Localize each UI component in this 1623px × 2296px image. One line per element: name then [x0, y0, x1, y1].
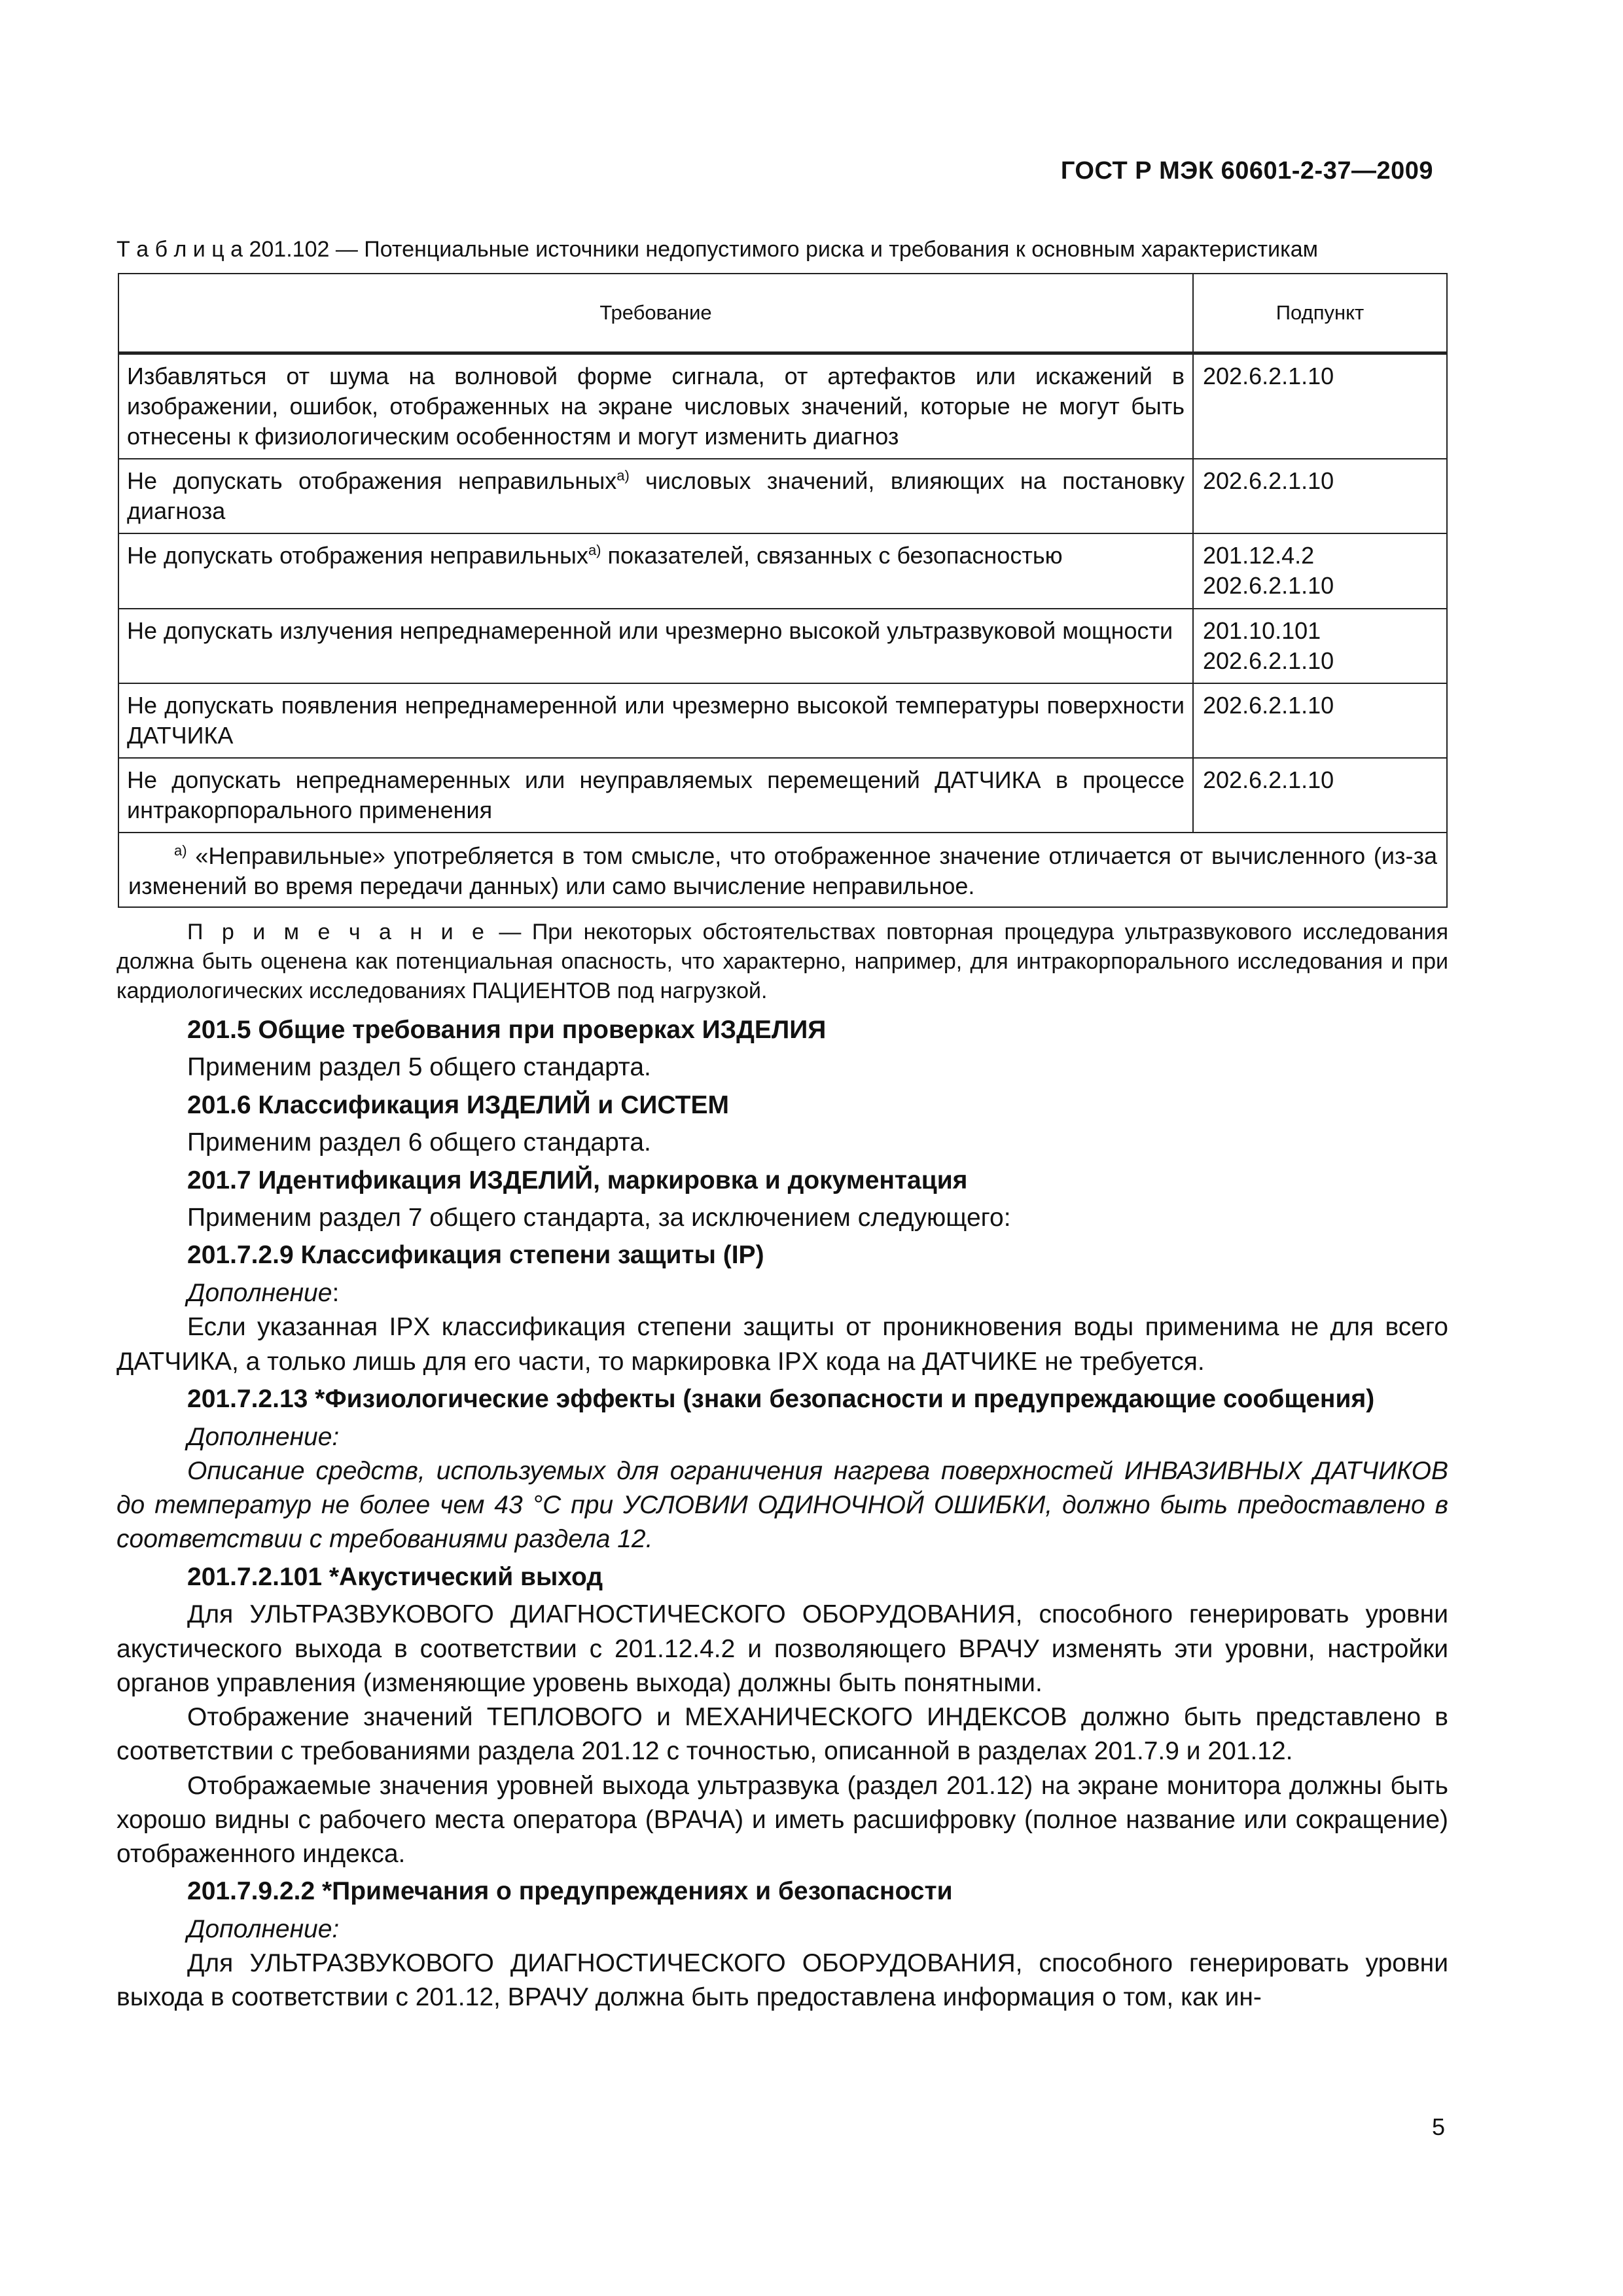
- section-title-201-7-2-9: 201.7.2.9 Классификация степени защиты (IP): [187, 1241, 764, 1270]
- document-header-standard: ГОСТ Р МЭК 60601-2-37—2009: [1060, 157, 1433, 185]
- section-title-201-6: 201.6 Классификация ИЗДЕЛИЙ и СИСТЕМ: [187, 1090, 729, 1119]
- table-row: [118, 353, 1447, 459]
- section-paragraph: Для УЛЬТРАЗВУКОВОГО ДИАГНОСТИЧЕСКОГО ОБОРУДОВАНИЯ, способного генерировать уровни акустического выхода в соответствии с 201.12.4.2 и позволяющего ВРАЧУ изменять эти уровни, настройки органов управления (изменяющие уровень выхода) должны быть понятными.: [116, 1600, 1448, 1697]
- requirement-cell: Не допускать непреднамеренных или неуправляемых перемещений ДАТЧИКА в процессе интракорпорального применения: [118, 758, 1193, 833]
- section-paragraph: Отображение значений ТЕПЛОВОГО и МЕХАНИЧЕСКОГО ИНДЕКСОВ должно быть представлено в соответствии с требованиями раздела 201.12 с точностью, описанной в разделах 201.7.9 и 201.12.: [116, 1703, 1448, 1766]
- footnote-ref: a): [588, 542, 601, 559]
- section-text-201-7: Применим раздел 7 общего стандарта, за исключением следующего:: [187, 1204, 1011, 1232]
- subclause-cell: [1193, 683, 1447, 758]
- requirement-cell: [118, 533, 1193, 608]
- section-title-201-5: 201.5 Общие требования при проверках ИЗДЕЛИЯ: [187, 1015, 827, 1044]
- subclause-value: 202.6.2.1.10: [1203, 572, 1334, 600]
- table-row: [118, 533, 1447, 608]
- requirement-text: числовых значений, влияющих на постановку диагноза: [127, 467, 1185, 525]
- column-header-subclause: Подпункт: [1193, 274, 1447, 353]
- table-row: [118, 459, 1447, 533]
- table-header-row: [118, 274, 1447, 353]
- table-footnote-row: [118, 833, 1447, 907]
- addition-label-text: Дополнение: [187, 1279, 332, 1308]
- section-paragraph: Отображаемые значения уровней выхода ультразвука (раздел 201.12) на экране монитора должны быть хорошо видны с рабочего места оператора (ВРАЧА) и иметь расшифровку (полное название или сокращение) отображенного индекса.: [116, 1771, 1448, 1868]
- subclause-value: 202.6.2.1.10: [1203, 766, 1334, 793]
- requirement-cell: Не допускать излучения непреднамеренной или чрезмерно высокой ультразвуковой мощности: [118, 609, 1193, 683]
- addition-label: Дополнение:: [187, 1914, 340, 1943]
- section-text-201-7-2-9: Если указанная IPX классификация степени защиты от проникновения воды применима не для всего ДАТЧИКА, а только лишь для его части, то маркировка IPX кода на ДАТЧИКЕ не требуется.: [116, 1313, 1448, 1376]
- table-row: [118, 758, 1447, 833]
- subclause-value: 202.6.2.1.10: [1203, 363, 1334, 389]
- section-text-201-6: Применим раздел 6 общего стандарта.: [187, 1128, 651, 1157]
- requirement-cell: [118, 459, 1193, 533]
- footnote-mark: a): [174, 842, 187, 859]
- footnote-ref: a): [616, 467, 630, 484]
- note-text: — При некоторых обстоятельствах повторная процедура ультразвукового исследования должна быть оценена как потенциальная опасность, что характерно, например, для интракорпорального исследования и при кардиологических исследованиях ПАЦИЕНТОВ под нагрузкой.: [116, 920, 1448, 1003]
- subclause-cell: [1193, 353, 1447, 459]
- table-row: [118, 683, 1447, 758]
- requirement-text: Не допускать отображения неправильных: [127, 542, 588, 569]
- requirement-cell: Избавляться от шума на волновой форме сигнала, от артефактов или искажений в изображении, ошибок, отображенных на экране числовых значений, которые не могут быть отнесены к физиологическим особенностям и могут изменить диагноз: [118, 353, 1193, 459]
- section-title-201-7-9-2-2: 201.7.9.2.2 *Примечания о предупреждениях и безопасности: [187, 1877, 953, 1906]
- section-text-201-7-9-2-2: Для УЛЬТРАЗВУКОВОГО ДИАГНОСТИЧЕСКОГО ОБОРУДОВАНИЯ, способного генерировать уровни выхода в соответствии с 201.12, ВРАЧУ должна быть предоставлена информация о том, как ин-: [116, 1949, 1448, 2012]
- subclause-cell: [1193, 609, 1447, 683]
- addition-label: [116, 1276, 1448, 1310]
- requirement-text: Не допускать отображения неправильных: [127, 467, 617, 495]
- table-footnote: [118, 833, 1447, 907]
- subclause-cell: [1193, 758, 1447, 833]
- section-title-201-7-2-13: 201.7.2.13 *Физиологические эффекты (знаки безопасности и предупреждающие сообщения): [187, 1384, 1375, 1413]
- section-title-201-7-2-101: 201.7.2.101 *Акустический выход: [187, 1562, 603, 1591]
- section-text-201-5: Применим раздел 5 общего стандарта.: [187, 1053, 651, 1082]
- subclause-value: 201.10.101: [1203, 617, 1321, 644]
- subclause-cell: [1193, 533, 1447, 608]
- addition-label-colon: :: [332, 1279, 340, 1308]
- subclause-value: 201.12.4.2: [1203, 542, 1315, 569]
- footnote-text: «Неправильные» употребляется в том смысле, что отображенное значение отличается от вычисленного (из-за изменений во время передачи данных) или само вычисление неправильное.: [128, 842, 1437, 900]
- table-note: [116, 918, 1448, 1006]
- subclause-value: 202.6.2.1.10: [1203, 467, 1334, 495]
- page-number: 5: [1431, 2113, 1445, 2140]
- document-body: [116, 918, 1448, 2015]
- subclause-value: 202.6.2.1.10: [1203, 691, 1334, 719]
- note-label: П р и м е ч а н и е: [187, 920, 488, 944]
- table-caption: Т а б л и ц а 201.102 — Потенциальные источники недопустимого риска и требования к основным характеристикам: [116, 237, 1318, 262]
- subclause-value: 202.6.2.1.10: [1203, 647, 1334, 674]
- subclause-cell: [1193, 459, 1447, 533]
- section-text-201-7-2-13: Описание средств, используемых для ограничения нагрева поверхностей ИНВАЗИВНЫХ ДАТЧИКОВ до температур не более чем 43 °С при УСЛОВИИ ОДИНОЧНОЙ ОШИБКИ, должно быть предоставлено в соответствии с требованиями раздела 12.: [116, 1456, 1448, 1554]
- requirement-cell: Не допускать появления непреднамеренной или чрезмерно высокой температуры поверхности ДАТЧИКА: [118, 683, 1193, 758]
- column-header-requirement: Требование: [118, 274, 1193, 353]
- table-row: [118, 609, 1447, 683]
- requirements-table: [118, 273, 1448, 908]
- section-title-201-7: 201.7 Идентификация ИЗДЕЛИЙ, маркировка и документация: [187, 1166, 968, 1194]
- requirement-text: показателей, связанных с безопасностью: [601, 542, 1063, 569]
- addition-label: Дополнение:: [187, 1422, 340, 1451]
